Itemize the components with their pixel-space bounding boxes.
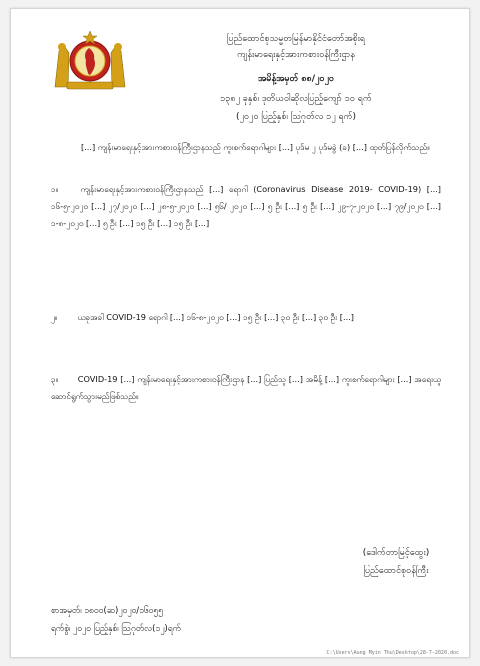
state-emblem-icon [51, 29, 129, 91]
section-label: ၂။ [51, 312, 58, 322]
paragraph-text: [...] ကျန်းမာရေးနှင့်အားကစားဝန်ကြီးဌာနသည် ကူးစက်ရောဂါများ [...] ပုဒ်မ ၂ ပုဒ်မခွဲ (ခ) [...] ထုတ်ပြန်လိုက်သည်။ [81, 142, 430, 152]
signatory-name: (ဒေါက်တာမြင့်ထွေး) [362, 548, 430, 558]
paragraph-text: COVID-19 [...] ကျန်းမာရေးနှင့်အားကစားဝန်ကြီးဌာန [...] ပြည်သူ [...] အမိန့် [...] ကူးစက်ရောဂါများ [...] အရေးယူဆောင်ရွက်သွားမည်ဖြစ်သည်။ [51, 374, 441, 401]
order-number: အမိန့်အမှတ် ၈၈/၂၀၂၀ [258, 74, 334, 84]
document-page [10, 8, 470, 658]
file-path-footer: C:\Users\Aung Myin Thu\Desktop\28-7-2020.doc [326, 650, 459, 656]
section-2-paragraph [51, 309, 441, 361]
section-label: ၁။ [51, 184, 59, 194]
header-government: ပြည်ထောင်စုသမ္မတမြန်မာနိုင်ငံတော်အစိုးရ [226, 34, 366, 44]
section-1-paragraph [51, 181, 441, 299]
section-label: ၃။ [51, 374, 59, 384]
issue-date: ရက်စွဲ၊ ၂၀၂၀ ပြည့်နှစ်၊ ဩဂုတ်လ(၁၂)ရက် [51, 624, 181, 634]
signatory-title: ပြည်ထောင်စုဝန်ကြီး [363, 566, 429, 576]
gregorian-date: (၂၀၂၀ ပြည့်နှစ်၊ ဩဂုတ်လ ၁၂ ရက်) [236, 112, 356, 122]
paragraph-text: ကျန်းမာရေးနှင့်အားကစားဝန်ကြီးဌာနသည် [...] ရောဂါ (Coronavirus Disease 2019- COVID-19) [...] ၁၆-၅-၂၀၂၀ [...] ၂၇/၂၀၂၀ [...] ၂၈-၅-၂၀၂၀ [...] ၅၆/ ၂၀၂၀ [...] ၅ ဦး [...] ၅ ဦး [...] ၂၉-၇-၂၀၂၀ [...] ၇၉/၂၀၂၀ [...] ၁-၈-၂၀၂၀ [...] ၅ ဦး [...] ၁၅ ဦး [...] ၁၅ ဦး [...] [51, 184, 441, 228]
section-3-paragraph [51, 371, 441, 441]
myanmar-date: ၁၃၈၂ ခုနှစ်၊ ဒုတိယဝါဆိုလပြည့်ကျော် ၁၀ ရက် [220, 94, 372, 104]
header-ministry: ကျန်းမာရေးနှင့်အားကစားဝန်ကြီးဌာန [237, 50, 355, 60]
paragraph-text: ယခုအခါ COVID-19 ရောဂါ [...] ၁၆-၈-၂၀၂၀ [...] ၁၅ ဦး [...] ၃၀ ဦး [...] ၃၀ ဦး [...] [77, 312, 354, 322]
reference-number: စာအမှတ်၊ ၁၈၀၀(ဆ)၂၀၂၀/၁၆၀၅၅ [51, 606, 163, 616]
preamble-paragraph [51, 139, 441, 173]
